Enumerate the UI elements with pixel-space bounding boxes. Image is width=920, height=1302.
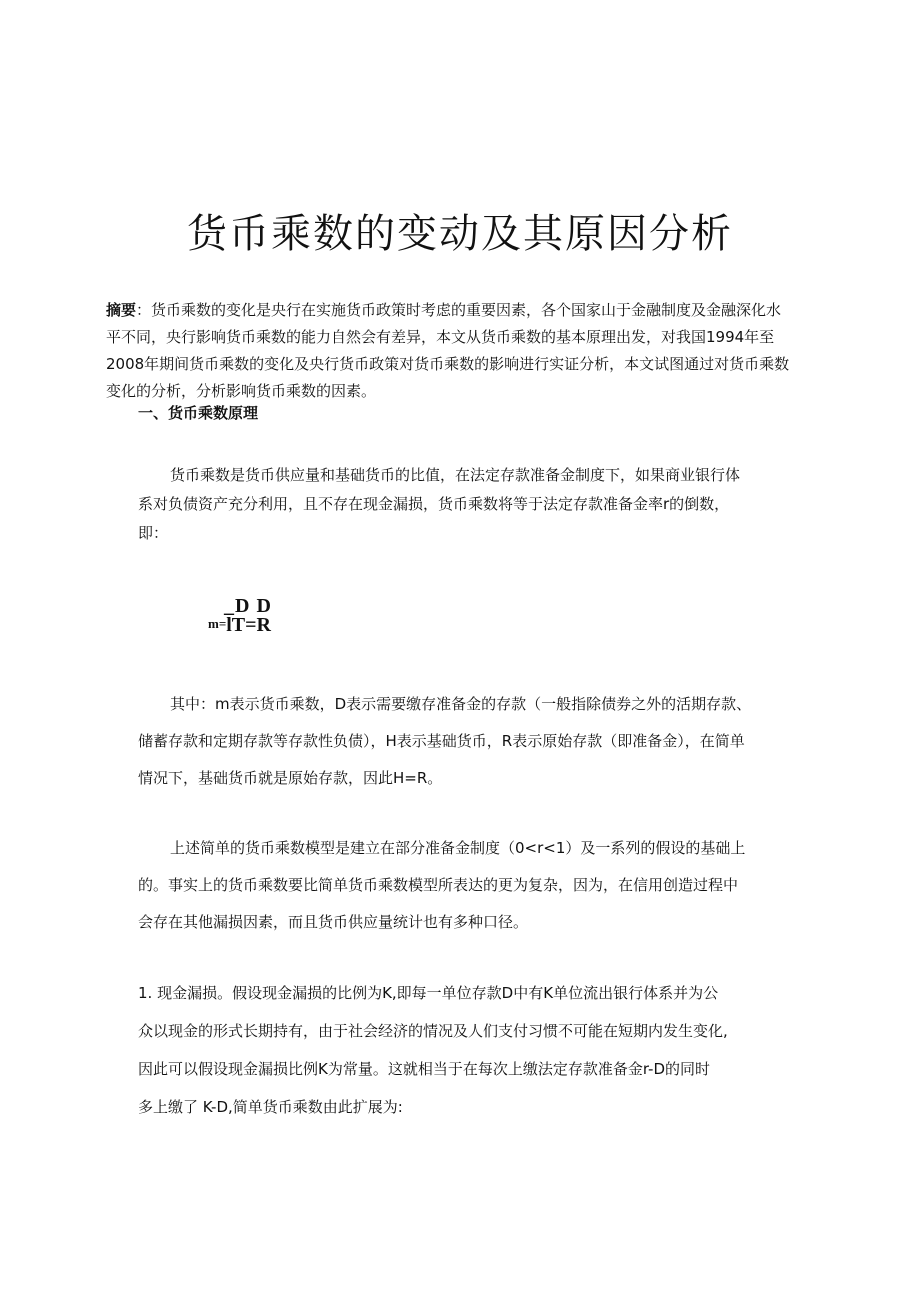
paragraph-model-assumptions [138, 830, 798, 941]
section-heading: 一、货币乘数原理 [138, 404, 259, 422]
formula-denominator [208, 614, 272, 637]
abstract-line: 变化的分析，分析影响货币乘数的因素。 [106, 382, 377, 400]
paragraph-line: 众以现金的形式长期持有，由于社会经济的情况及人们支付习惯不可能在短期内发生变化, [138, 1022, 728, 1040]
abstract [106, 297, 806, 405]
abstract-label: 摘要 [106, 301, 137, 319]
abstract-line [106, 297, 806, 324]
paragraph-line: 上述简单的货币乘数模型是建立在部分准备金制度（0<r<1）及一系列的假设的基础上 [170, 839, 746, 857]
formula-m: m= [208, 616, 227, 631]
formula [208, 595, 272, 637]
paragraph-line: 1. 现金漏损。假设现金漏损的比例为K,即每一单位存款D中有K单位流出银行体系并为公 [138, 984, 719, 1002]
paragraph-line: 情况下，基础货币就是原始存款，因此H=R。 [138, 769, 443, 787]
paragraph-line: 的。事实上的货币乘数要比简单货币乘数模型所表达的更为复杂，因为，在信用创造过程中 [138, 876, 739, 894]
paragraph-line: 系对负债资产充分利用，且不存在现金漏损，货币乘数将等于法定存款准备金率r的倒数， [138, 495, 730, 513]
document-title: 货币乘数的变动及其原因分析 [187, 211, 733, 257]
abstract-text: ：货币乘数的变化是央行在实施货币政策时考虑的重要因素，各个国家山于金融制度及金融深化水 [136, 301, 782, 319]
formula-numerator: _D D [224, 595, 272, 617]
paragraph-line: 其中：m表示货币乘数，D表示需要缴存准备金的存款（一般指除债券之外的活期存款、 [170, 695, 752, 713]
abstract-line: 2008年期间货币乘数的变化及央行货币政策对货币乘数的影响进行实证分析，本文试图通过对货币乘数 [106, 355, 790, 373]
paragraph-line: 会存在其他漏损因素，而且货币供应量统计也有多种口径。 [138, 913, 529, 931]
paragraph-cash-leakage [138, 974, 798, 1126]
formula-bottom-text: lT=R [226, 614, 271, 636]
paragraph-variable-definitions [138, 686, 798, 797]
paragraph-line: 多上缴了 K-D,简单货币乘数由此扩展为: [138, 1098, 403, 1116]
paragraph-money-multiplier-definition [138, 461, 798, 548]
paragraph-line: 即： [138, 524, 169, 542]
paragraph-line: 储蓄存款和定期存款等存款性负债），H表示基础货币，R表示原始存款（即准备金），在简单 [138, 732, 745, 750]
paragraph-line: 因此可以假设现金漏损比例K为常量。这就相当于在每次上缴法定存款准备金r-D的同时 [138, 1060, 711, 1078]
paragraph-line: 货币乘数是货币供应量和基础货币的比值，在法定存款准备金制度下，如果商业银行体 [170, 466, 741, 484]
abstract-line: 平不同，央行影响货币乘数的能力自然会有差异，本文从货币乘数的基本原理出发，对我国1994年至 [106, 328, 775, 346]
